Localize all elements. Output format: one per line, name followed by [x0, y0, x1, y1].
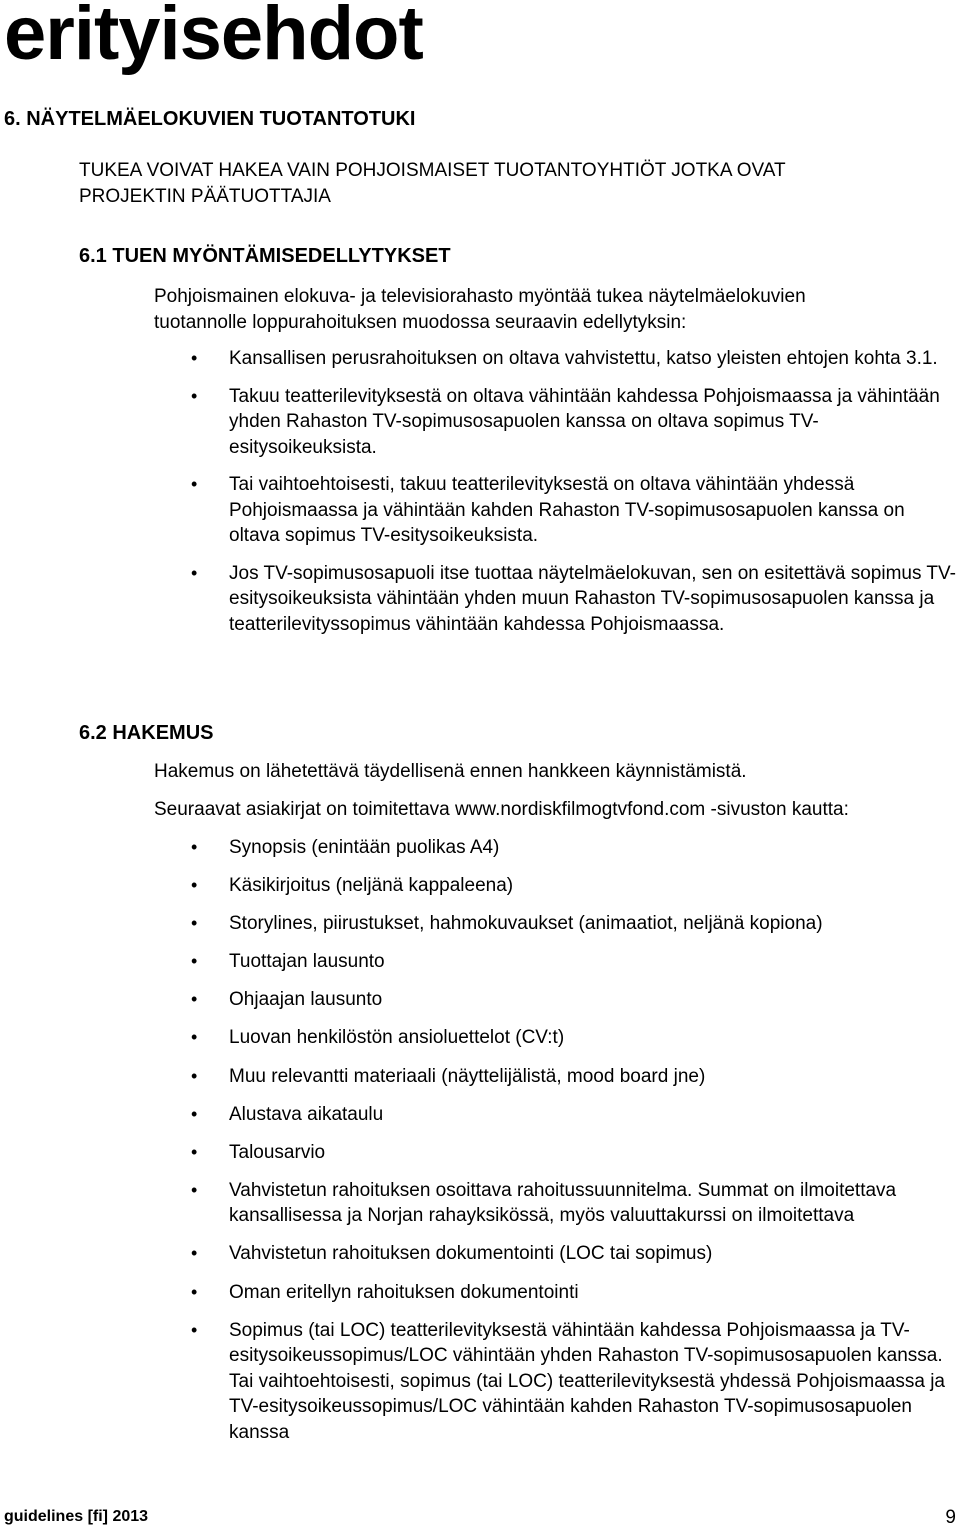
- list-item: [191, 1140, 957, 1166]
- list-item: [191, 561, 957, 638]
- bullet-icon: •: [191, 951, 198, 972]
- list-item-text: Sopimus (tai LOC) teatterilevityksestä vähintään kahdessa Pohjoismaassa ja TV-esitysoikeussopimus/LOC vähintään yhden Rahaston TV-sopimusosapuolen kanssa. Tai vaihtoehtoisesti, sopimus (tai LOC) teatterilevityksestä yhdessä Pohjoismaassa ja TV-esitysoikeussopimus/LOC vähintään kahden Rahaston TV-sopimusosapuolen kanssa: [229, 1319, 945, 1443]
- list-item-text: Kansallisen perusrahoituksen on oltava vahvistettu, katso yleisten ehtojen kohta 3.1.: [229, 348, 938, 369]
- bullet-icon: •: [191, 1319, 198, 1340]
- section62-line2: Seuraavat asiakirjat on toimitettava www.nordiskfilmogtvfond.com -sivuston kautta:: [154, 799, 849, 820]
- list-item: [191, 1025, 957, 1051]
- list-item-text: Ohjaajan lausunto: [229, 989, 383, 1011]
- list-item-text: Vahvistetun rahoituksen osoittava rahoitussuunnitelma. Summat on ilmoitettava kansallisessa ja Norjan rahayksikössä, myös valuuttakurssi on ilmoitettava: [229, 1179, 897, 1227]
- bullet-icon: •: [191, 875, 198, 896]
- bullet-icon: •: [191, 348, 198, 368]
- list-item-text: Synopsis (enintään puolikas A4): [229, 837, 500, 858]
- list-item-text: Vahvistetun rahoituksen dokumentointi (LOC tai sopimus): [229, 1243, 713, 1265]
- list-item: [191, 1064, 957, 1090]
- conditions-list: [191, 346, 957, 637]
- bullet-icon: •: [191, 562, 198, 583]
- list-item-text: Jos TV-sopimusosapuoli itse tuottaa näytelmäelokuvan, sen on esitettävä sopimus TV-esitysoikeuksista vähintään yhden muun Rahaston TV-sopimusosapuolen kanssa ja teatterilevityssopimus vähintään kahdessa Pohjoismaassa.: [229, 562, 956, 635]
- bullet-icon: •: [191, 1027, 198, 1048]
- documents-list: [191, 835, 957, 1445]
- list-item: [191, 472, 957, 549]
- list-item-text: Alustava aikataulu: [229, 1103, 384, 1125]
- list-item-text: Talousarvio: [229, 1141, 326, 1163]
- bullet-icon: •: [191, 913, 198, 934]
- list-item-text: Käsikirjoitus (neljänä kappaleena): [229, 875, 514, 897]
- list-item: [191, 911, 957, 937]
- list-item-text: Tuottajan lausunto: [229, 951, 385, 973]
- bullet-icon: •: [191, 1281, 198, 1302]
- bullet-icon: •: [191, 837, 198, 857]
- bullet-icon: •: [191, 1243, 198, 1264]
- bullet-icon: •: [191, 989, 198, 1010]
- bullet-icon: •: [191, 385, 198, 406]
- list-item: [191, 384, 957, 461]
- list-item: [191, 346, 957, 372]
- section6-intro-line1: TUKEA VOIVAT HAKEA VAIN POHJOISMAISET TUOTANTOYHTIÖT JOTKA OVAT: [79, 160, 786, 181]
- section-heading-6-2: 6.2 HAKEMUS: [79, 722, 214, 744]
- bullet-icon: •: [191, 1179, 198, 1200]
- list-item: [191, 1241, 957, 1267]
- section-heading-6-1: 6.1 TUEN MYÖNTÄMISEDELLYTYKSET: [79, 245, 451, 267]
- list-item-text: Muu relevantti materiaali (näyttelijälistä, mood board jne): [229, 1065, 706, 1087]
- section6-intro-line2: PROJEKTIN PÄÄTUOTTAJIA: [79, 186, 331, 207]
- list-item: [191, 1318, 957, 1446]
- page-title: erityisehdot: [4, 0, 423, 76]
- list-item-text: Takuu teatterilevityksestä on oltava vähintään kahdessa Pohjoismaassa ja vähintään yhden Rahaston TV-sopimusosapuolen kanssa on oltava sopimus TV-esitysoikeuksista.: [229, 385, 940, 458]
- bullet-icon: •: [191, 1141, 198, 1162]
- list-item: [191, 987, 957, 1013]
- section-heading-6: 6. NÄYTELMÄELOKUVIEN TUOTANTOTUKI: [4, 108, 416, 130]
- list-item: [191, 1178, 957, 1229]
- bullet-icon: •: [191, 1065, 198, 1086]
- bullet-icon: •: [191, 474, 198, 494]
- section61-intro: Pohjoismainen elokuva- ja televisiorahasto myöntää tukea näytelmäelokuvien tuotannolle loppurahoituksen muodossa seuraavin edellytyksin:: [154, 286, 806, 333]
- list-item: [191, 1102, 957, 1128]
- list-item: [191, 949, 957, 975]
- list-item: [191, 873, 957, 899]
- bullet-icon: •: [191, 1103, 198, 1124]
- list-item: [191, 1280, 957, 1306]
- list-item: [191, 835, 957, 861]
- list-item-text: Tai vaihtoehtoisesti, takuu teatterilevityksestä on oltava vähintään yhdessä Pohjoismaassa ja vähintään kahden Rahaston TV-sopimusosapuolen kanssa on oltava sopimus TV-esitysoikeuksista.: [229, 474, 905, 546]
- list-item-text: Storylines, piirustukset, hahmokuvaukset (animaatiot, neljänä kopiona): [229, 913, 823, 935]
- section62-line1: Hakemus on lähetettävä täydellisenä ennen hankkeen käynnistämistä.: [154, 761, 747, 782]
- list-item-text: Oman eritellyn rahoituksen dokumentointi: [229, 1281, 579, 1303]
- list-item-text: Luovan henkilöstön ansioluettelot (CV:t): [229, 1027, 565, 1049]
- footer-guidelines-label: guidelines [fi] 2013: [4, 1508, 149, 1525]
- page-number: 9: [945, 1507, 956, 1528]
